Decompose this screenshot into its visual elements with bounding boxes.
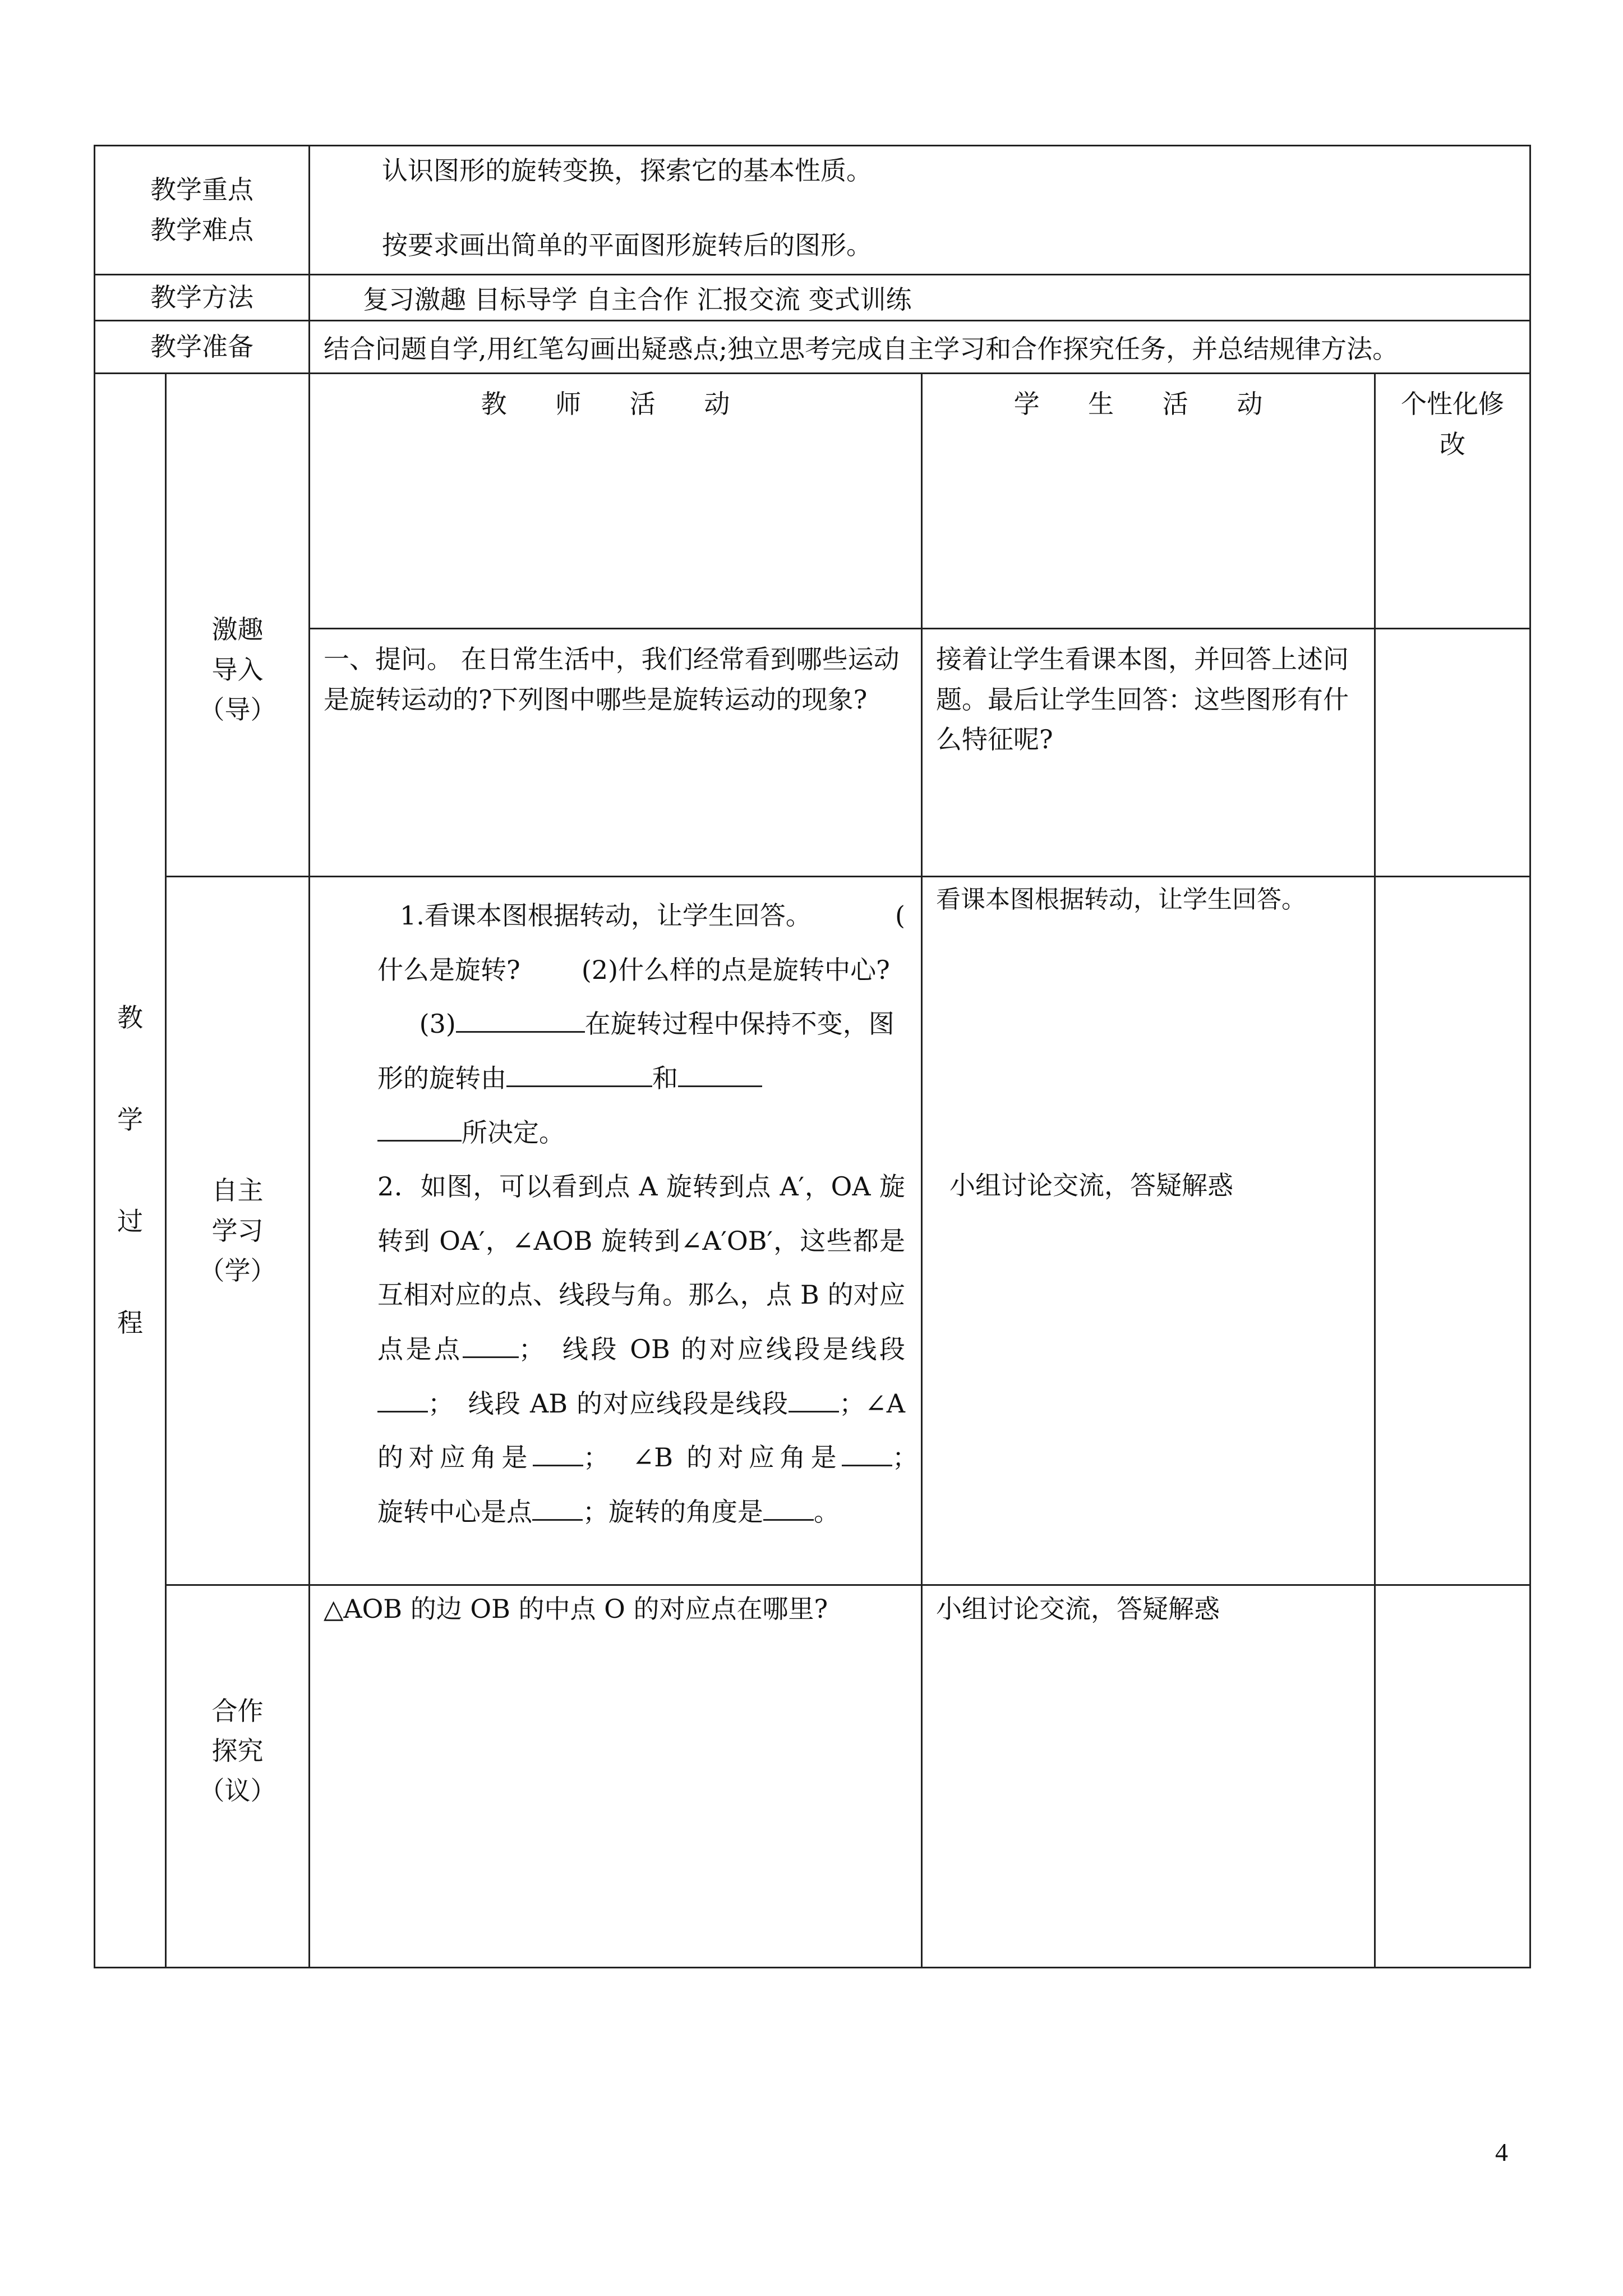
question-2-end: 。 <box>814 1496 840 1527</box>
question-2-text: ；∠A 的对应角是 <box>377 1388 905 1473</box>
cooperation-row <box>95 1585 1530 1968</box>
lesson-plan-table <box>94 145 1531 1968</box>
header-custom-revision: 个性化修改 <box>1375 374 1530 629</box>
question-2-text: ；旋转的角度是 <box>583 1496 763 1527</box>
method-row <box>95 275 1530 321</box>
question-2-text: ； 线段 OB 的对应线段是线段 <box>518 1334 905 1365</box>
section-label-line: 激趣 <box>211 614 264 645</box>
method-text: 复习激趣 目标导学 自主合作 汇报交流 变式训练 <box>310 275 1530 321</box>
prep-text: 结合问题自学,用红笔勾画出疑惑点;独立思考完成自主学习和合作探究任务，并总结规律方法。 <box>310 321 1530 374</box>
section-label-line: 探究 <box>211 1736 264 1766</box>
self-study-student-cell <box>922 877 1375 1585</box>
question-2-text: ； 旋转中心是点 <box>377 1442 957 1527</box>
prep-row <box>95 321 1530 374</box>
section-label-intro <box>166 374 310 877</box>
answer-blank[interactable] <box>533 1439 583 1466</box>
question-1 <box>377 889 905 1159</box>
focus-content-cell <box>310 146 1530 275</box>
answer-blank[interactable] <box>456 1005 585 1033</box>
cooperation-teacher-text: △AOB 的边 OB 的中点 O 的对应点在哪里? <box>310 1585 922 1968</box>
activity-header-row <box>95 374 1530 629</box>
question-2-text: ； 线段 AB 的对应线段是线段 <box>428 1388 789 1419</box>
difficult-point-label: 教学难点 <box>150 214 253 245</box>
question-1-and: 和 <box>652 1063 678 1094</box>
question-1-paren: ( <box>895 900 905 931</box>
answer-blank[interactable] <box>678 1060 762 1087</box>
prep-label: 教学准备 <box>95 321 310 374</box>
method-label: 教学方法 <box>95 275 310 321</box>
section-label-line: （议） <box>199 1775 276 1806</box>
key-point-label: 教学重点 <box>150 174 253 205</box>
process-vertical-label <box>95 374 166 1968</box>
section-label-line: 自主 <box>211 1175 264 1206</box>
section-label-line: 导入 <box>211 654 264 685</box>
difficult-point-text: 按要求画出简单的平面图形旋转后的图形。 <box>382 230 872 261</box>
section-label-line: （导） <box>199 694 276 725</box>
process-char: 过 <box>117 1205 143 1236</box>
answer-blank[interactable] <box>532 1493 583 1521</box>
page-number: 4 <box>1495 2138 1508 2166</box>
focus-row <box>95 146 1530 275</box>
answer-blank[interactable] <box>463 1331 519 1358</box>
question-1-end: 所决定。 <box>462 1117 565 1148</box>
cooperation-student-text: 小组讨论交流，答疑解惑 <box>922 1585 1375 1968</box>
focus-label-cell <box>95 146 310 275</box>
answer-blank[interactable] <box>842 1439 892 1466</box>
header-teacher-activity: 教 师 活 动 <box>310 374 922 629</box>
self-study-student-text-2: 小组讨论交流，答疑解惑 <box>949 1170 1233 1201</box>
cooperation-revision-cell <box>1375 1585 1530 1968</box>
question-2-intro: 2．如图，可以看到点 A 旋转到点 A′，OA 旋转到 OA′，∠AOB 旋转到∠A′OB′，这些都是互相对应的点、线段与角。那么，点 B 的对应点是点 <box>377 1171 905 1365</box>
header-student-activity: 学 生 活 动 <box>922 374 1375 629</box>
answer-blank[interactable] <box>506 1060 652 1087</box>
question-1-part-1: 什么是旋转? <box>377 954 520 985</box>
section-label-cooperation <box>166 1585 310 1968</box>
self-study-student-text-1: 看课本图根据转动，让学生回答。 <box>936 885 1306 914</box>
answer-blank[interactable] <box>377 1385 428 1412</box>
intro-row <box>95 629 1530 877</box>
question-1-intro: 1.看课本图根据转动，让学生回答。 <box>400 900 811 931</box>
answer-blank[interactable] <box>789 1385 839 1412</box>
section-label-line: 学习 <box>211 1215 264 1246</box>
intro-revision-cell <box>1375 629 1530 877</box>
process-char: 学 <box>117 1104 143 1135</box>
self-study-teacher-cell <box>310 877 957 1585</box>
intro-teacher-text: 一、提问。 在日常生活中，我们经常看到哪些运动是旋转运动的?下列图中哪些是旋转运动的现象? <box>310 629 922 877</box>
question-1-part-3-text: 在旋转过程中保持不变，图形的旋转由 <box>377 1009 895 1094</box>
process-char: 程 <box>117 1308 143 1338</box>
key-point-text: 认识图形的旋转变换，探索它的基本性质。 <box>382 155 872 186</box>
question-2-text: ； ∠B 的对应角是 <box>583 1442 842 1473</box>
question-1-part-3-label: (3) <box>419 1009 456 1039</box>
section-label-self-study <box>166 877 310 1585</box>
self-study-revision-cell <box>1375 877 1530 1585</box>
question-2 <box>377 1159 957 1539</box>
section-label-line: 合作 <box>211 1695 264 1726</box>
process-char: 教 <box>117 1002 143 1033</box>
self-study-row <box>95 877 1530 1585</box>
answer-blank[interactable] <box>377 1114 462 1142</box>
intro-student-text: 接着让学生看课本图，并回答上述问题。最后让学生回答：这些图形有什么特征呢? <box>922 629 1375 877</box>
section-label-line: （学） <box>199 1255 276 1286</box>
question-1-part-2: (2)什么样的点是旋转中心? <box>581 954 890 985</box>
answer-blank[interactable] <box>763 1493 814 1521</box>
